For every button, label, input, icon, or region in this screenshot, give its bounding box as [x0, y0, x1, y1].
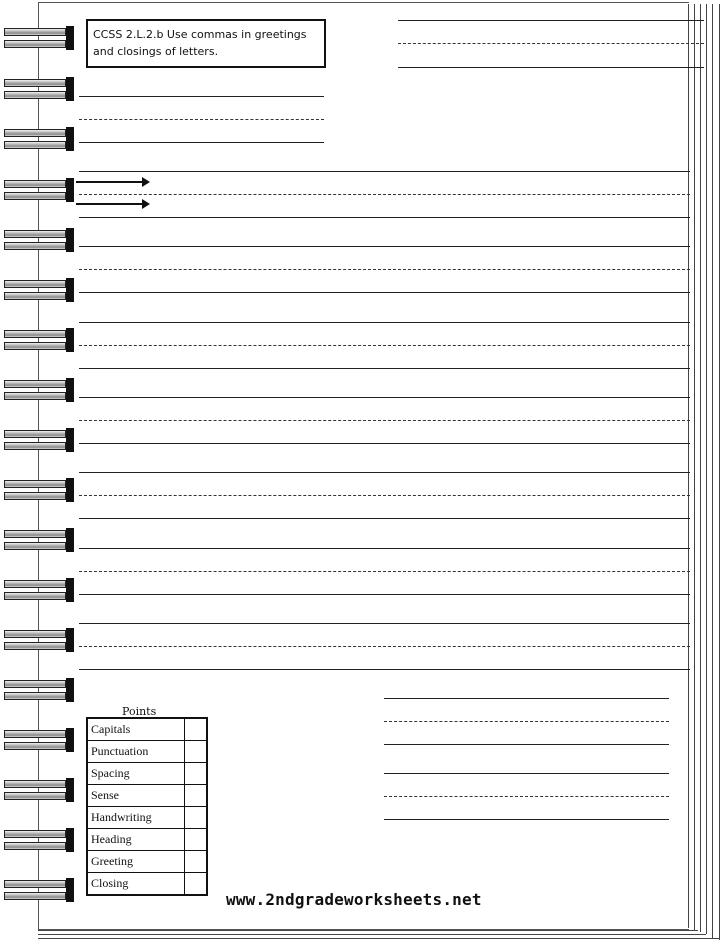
spiral-ring: [4, 678, 74, 702]
signature-line-2: [384, 796, 669, 797]
standard-line-1: CCSS 2.L.2.b Use commas in greetings: [93, 28, 307, 41]
closing-line-1: [384, 698, 669, 699]
date-line-bottom: [398, 67, 704, 68]
writing-line: [79, 368, 690, 369]
spiral-ring: [4, 578, 74, 602]
ccss-standard-box: [86, 19, 326, 68]
closing-line-3: [384, 744, 669, 745]
writing-line: [79, 472, 690, 473]
spiral-ring: [4, 26, 74, 50]
greeting-line-top: [79, 96, 324, 97]
points-score-box[interactable]: [185, 873, 208, 896]
writing-line: [79, 518, 690, 519]
points-category: Punctuation: [87, 741, 185, 763]
writing-line-dashed: [79, 420, 690, 421]
page-edge-3: [700, 4, 701, 932]
writing-line: [79, 246, 690, 247]
writing-line: [79, 548, 690, 549]
points-row: [87, 718, 207, 741]
spiral-ring: [4, 228, 74, 252]
page-bottom-1: [38, 930, 698, 931]
writing-line: [79, 594, 690, 595]
page-edge-2: [694, 4, 695, 930]
spiral-ring: [4, 778, 74, 802]
points-category: Closing: [87, 873, 185, 896]
standard-line-2: and closings of letters.: [93, 45, 219, 58]
date-line-mid: [398, 43, 704, 44]
writing-line-dashed: [79, 345, 690, 346]
spiral-ring: [4, 127, 74, 151]
writing-line-dashed: [79, 646, 690, 647]
spiral-ring: [4, 428, 74, 452]
points-row: [87, 807, 207, 829]
writing-line: [79, 669, 690, 670]
spiral-ring: [4, 328, 74, 352]
spiral-ring: [4, 378, 74, 402]
spiral-ring: [4, 878, 74, 902]
page-bottom-3: [38, 938, 719, 939]
spiral-ring: [4, 278, 74, 302]
writing-line: [79, 171, 690, 172]
points-title: Points: [122, 705, 157, 718]
signature-line-1: [384, 773, 669, 774]
points-row: [87, 741, 207, 763]
spiral-ring: [4, 77, 74, 101]
closing-line-2: [384, 721, 669, 722]
greeting-line-mid: [79, 119, 324, 120]
writing-line-dashed: [79, 269, 690, 270]
points-category: Spacing: [87, 763, 185, 785]
points-score-box[interactable]: [185, 807, 208, 829]
website-url: www.2ndgradeworksheets.net: [226, 890, 482, 909]
points-category: Greeting: [87, 851, 185, 873]
writing-line-dashed: [79, 571, 690, 572]
writing-line: [79, 443, 690, 444]
points-table: [86, 717, 208, 896]
spiral-ring: [4, 478, 74, 502]
points-score-box[interactable]: [185, 718, 208, 741]
greeting-line-bottom: [79, 142, 324, 143]
points-category: Handwriting: [87, 807, 185, 829]
writing-line-dashed: [79, 495, 690, 496]
points-category: Capitals: [87, 718, 185, 741]
points-score-box[interactable]: [185, 785, 208, 807]
writing-line: [79, 217, 690, 218]
spiral-ring: [4, 728, 74, 752]
spiral-ring: [4, 178, 74, 202]
writing-line: [79, 322, 690, 323]
points-category: Sense: [87, 785, 185, 807]
writing-line: [79, 292, 690, 293]
points-row: [87, 829, 207, 851]
page-edge-4: [706, 4, 707, 934]
writing-line: [79, 397, 690, 398]
indent-arrow-1: [76, 181, 148, 183]
spiral-ring: [4, 628, 74, 652]
page-edge-5: [712, 4, 713, 938]
writing-line-dashed: [79, 194, 690, 195]
points-score-box[interactable]: [185, 741, 208, 763]
page-edge-1: [688, 4, 689, 928]
page-edge-6: [719, 4, 720, 940]
points-category: Heading: [87, 829, 185, 851]
points-row: [87, 763, 207, 785]
spiral-ring: [4, 528, 74, 552]
points-row: [87, 851, 207, 873]
points-score-box[interactable]: [185, 851, 208, 873]
indent-arrow-2: [76, 203, 148, 205]
date-line-top: [398, 20, 704, 21]
page-bottom-2: [38, 934, 706, 935]
spiral-ring: [4, 828, 74, 852]
points-score-box[interactable]: [185, 763, 208, 785]
writing-line: [79, 623, 690, 624]
points-row: [87, 873, 207, 896]
points-score-box[interactable]: [185, 829, 208, 851]
signature-line-3: [384, 819, 669, 820]
points-row: [87, 785, 207, 807]
